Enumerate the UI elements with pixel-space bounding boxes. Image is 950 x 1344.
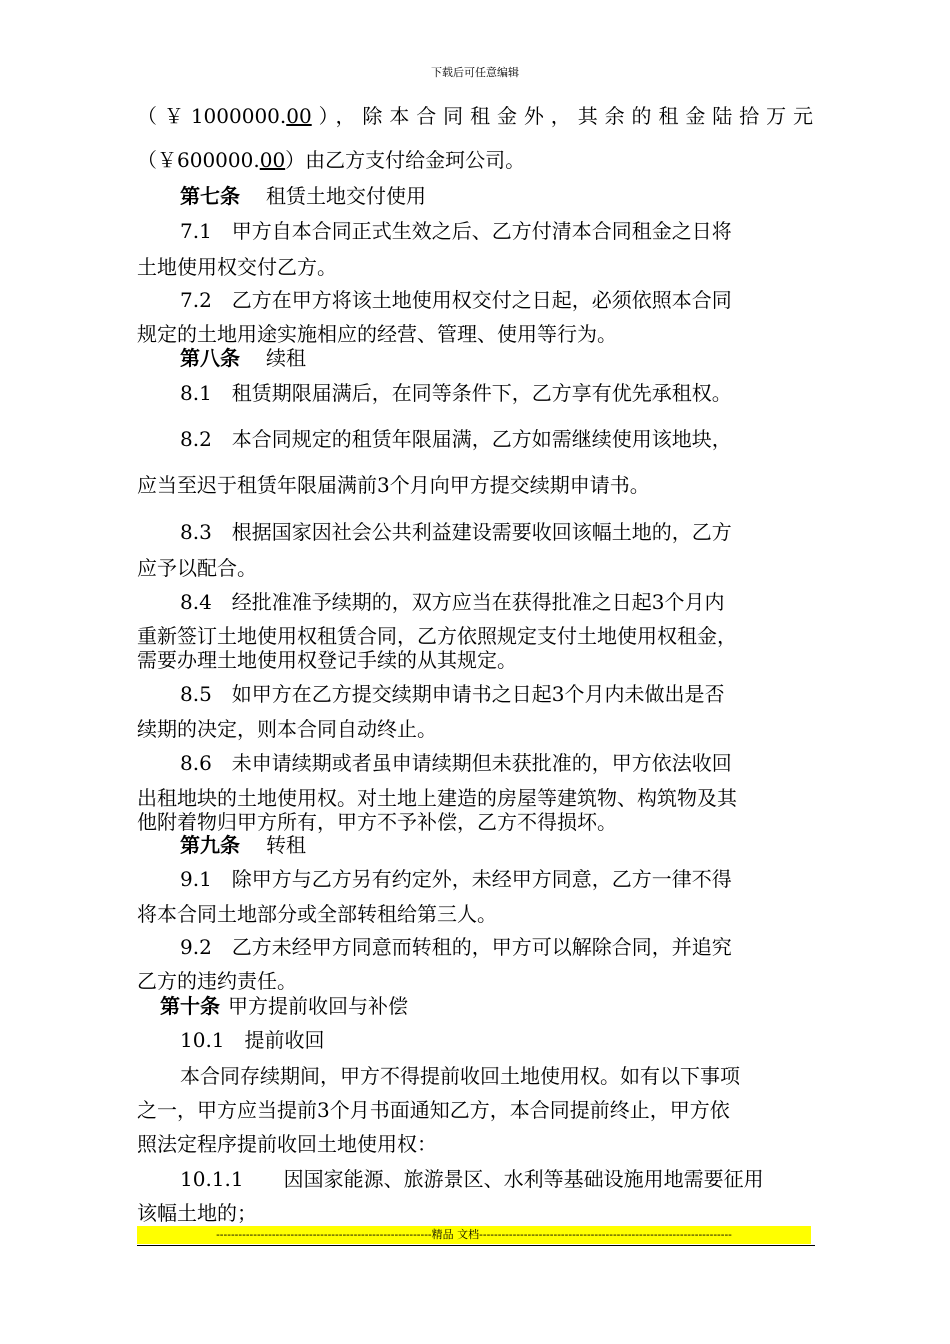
text-run: ），除本合同租金外，其余的租金陆拾万元 xyxy=(311,104,813,128)
paragraph-line: 该幅土地的； xyxy=(137,1201,257,1225)
paragraph-line xyxy=(137,145,815,175)
paragraph-line: 出租地块的土地使用权。对土地上建造的房屋等建筑物、构筑物及其 xyxy=(137,786,737,810)
article-number: 第七条 xyxy=(180,184,240,208)
paragraph-line: 他附着物归甲方所有，甲方不予补偿，乙方不得损坏。 xyxy=(137,810,617,834)
paragraph-line: 重新签订土地使用权租赁合同，乙方依照规定支付土地使用权租金， xyxy=(137,624,737,648)
clause-8-6: 8.6 未申请续期或者虽申请续期但未获批准的，甲方依法收回 xyxy=(180,751,732,775)
article-heading-10 xyxy=(160,991,815,1021)
article-title: 租赁土地交付使用 xyxy=(266,184,426,208)
footer-rule xyxy=(137,1245,815,1246)
paragraph-line: 应予以配合。 xyxy=(137,556,257,580)
text-run: （￥600000. xyxy=(137,148,260,172)
paragraph-line: 土地使用权交付乙方。 xyxy=(137,255,337,279)
article-number: 第十条 xyxy=(160,994,220,1018)
clause-10-1-heading: 10.1 提前收回 xyxy=(180,1028,325,1052)
clause-10-1-1: 10.1.1 因国家能源、旅游景区、水利等基础设施用地需要征用 xyxy=(180,1167,764,1191)
footer-dashes: ---------------------------------------------------------- xyxy=(216,1228,432,1241)
clause-8-5: 8.5 如甲方在乙方提交续期申请书之日起3个月内未做出是否 xyxy=(180,682,725,706)
paragraph-line: 之一，甲方应当提前3个月书面通知乙方，本合同提前终止，甲方依 xyxy=(137,1098,730,1122)
footer-label-text: 精品 文档 xyxy=(431,1228,480,1241)
paragraph-line: 规定的土地用途实施相应的经营、管理、使用等行为。 xyxy=(137,322,617,346)
article-number: 第八条 xyxy=(180,346,240,370)
underlined-text: 00 xyxy=(286,104,312,128)
paragraph-line xyxy=(137,101,815,131)
article-title: 甲方提前收回与补偿 xyxy=(228,994,408,1018)
clause-8-4: 8.4 经批准准予续期的，双方应当在获得批准之日起3个月内 xyxy=(180,590,725,614)
clause-8-1: 8.1 租赁期限届满后，在同等条件下，乙方享有优先承租权。 xyxy=(180,381,732,405)
article-heading-9 xyxy=(180,830,815,860)
paragraph-line: 续期的决定，则本合同自动终止。 xyxy=(137,717,437,741)
article-title: 转租 xyxy=(266,833,306,857)
clause-8-3: 8.3 根据国家因社会公共利益建设需要收回该幅土地的，乙方 xyxy=(180,520,732,544)
paragraph-line: 应当至迟于租赁年限届满前3个月向甲方提交续期申请书。 xyxy=(137,473,650,497)
clause-9-1: 9.1 除甲方与乙方另有约定外，未经甲方同意，乙方一律不得 xyxy=(180,867,732,891)
underlined-text: 00 xyxy=(259,148,286,172)
paragraph-line: 需要办理土地使用权登记手续的从其规定。 xyxy=(137,648,517,672)
article-heading-8 xyxy=(180,343,815,373)
article-number: 第九条 xyxy=(180,833,240,857)
text-run: ）由乙方支付给金珂公司。 xyxy=(285,148,526,172)
paragraph-line: 照法定程序提前收回土地使用权： xyxy=(137,1132,437,1156)
clause-8-2: 8.2 本合同规定的租赁年限届满，乙方如需继续使用该地块， xyxy=(180,427,732,451)
article-title: 续租 xyxy=(266,346,306,370)
clause-7-1: 7.1 甲方自本合同正式生效之后、乙方付清本合同租金之日将 xyxy=(180,219,732,243)
paragraph-line: 乙方的违约责任。 xyxy=(137,969,297,993)
text-run: （￥1000000. xyxy=(137,104,287,128)
clause-7-2: 7.2 乙方在甲方将该土地使用权交付之日起，必须依照本合同 xyxy=(180,288,732,312)
page-header-note: 下载后可任意编辑 xyxy=(431,66,519,79)
paragraph-line: 本合同存续期间，甲方不得提前收回土地使用权。如有以下事项 xyxy=(180,1064,740,1088)
clause-9-2: 9.2 乙方未经甲方同意而转租的，甲方可以解除合同，并追究 xyxy=(180,935,732,959)
paragraph-line: 将本合同土地部分或全部转租给第三人。 xyxy=(137,902,497,926)
footer-dashes: -------------------------------------------------------------------- xyxy=(479,1228,732,1241)
footer-label xyxy=(137,1227,811,1243)
article-heading-7 xyxy=(180,181,815,211)
